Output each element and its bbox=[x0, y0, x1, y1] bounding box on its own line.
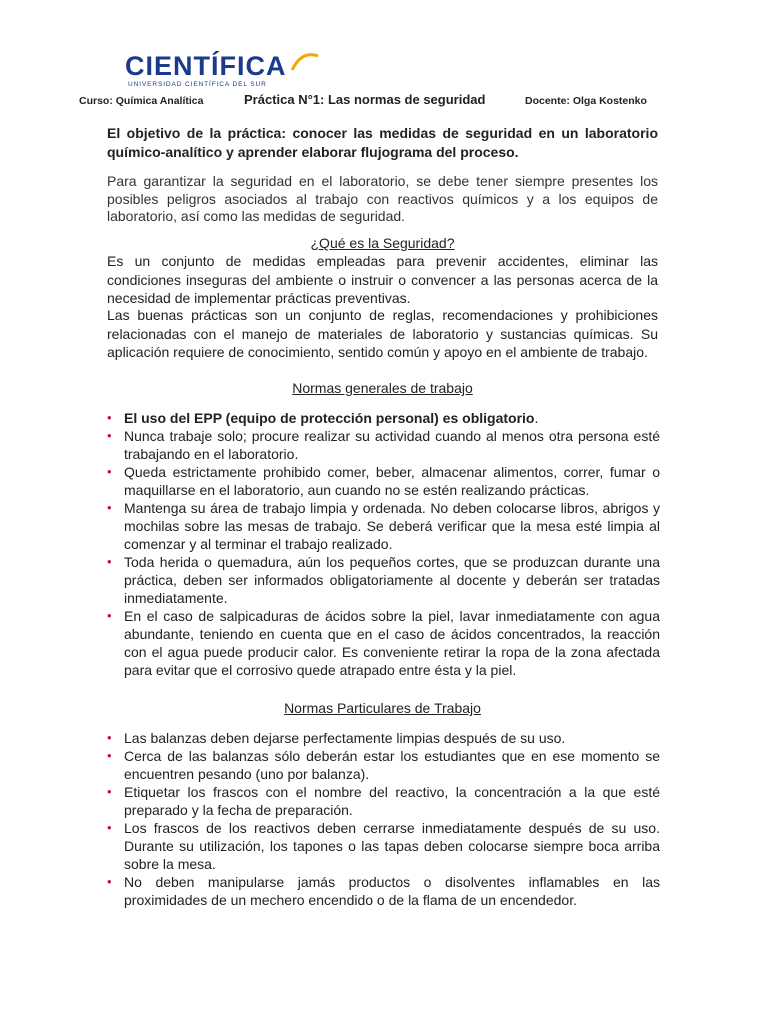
general-rules-list bbox=[107, 409, 660, 679]
list-item-text: Los frascos de los reactivos deben cerrarse inmediatamente después de su uso. Durante su utilización, los tapones o las tapas deben colocarse siempre boca arriba sobre la mesa. bbox=[124, 820, 660, 872]
bullet-icon: • bbox=[107, 500, 112, 515]
list-item-text: Etiquetar los frascos con el nombre del reactivo, la concentración a la que esté preparado y la fecha de preparación. bbox=[124, 784, 660, 818]
particular-rules-heading: Normas Particulares de Trabajo bbox=[284, 700, 481, 716]
list-item bbox=[107, 747, 660, 783]
list-item bbox=[107, 729, 660, 747]
bullet-icon: • bbox=[107, 554, 112, 569]
practice-title: Práctica N°1: Las normas de seguridad bbox=[244, 92, 486, 107]
particular-rules-list bbox=[107, 729, 660, 909]
list-item bbox=[107, 409, 660, 427]
university-logo bbox=[125, 53, 287, 88]
security-heading: ¿Qué es la Seguridad? bbox=[310, 235, 455, 251]
bullet-icon: • bbox=[107, 820, 112, 835]
course-label: Curso: Química Analítica bbox=[79, 95, 204, 107]
list-item-text: Cerca de las balanzas sólo deberán estar los estudiantes que en ese momento se encuentren pesando (uno por balanza). bbox=[124, 748, 660, 782]
logo-swoosh-icon bbox=[290, 50, 320, 72]
bullet-icon: • bbox=[107, 410, 112, 425]
bullet-icon: • bbox=[107, 464, 112, 479]
list-item bbox=[107, 873, 660, 909]
bullet-icon: • bbox=[107, 874, 112, 889]
list-item bbox=[107, 783, 660, 819]
bullet-icon: • bbox=[107, 784, 112, 799]
security-paragraph-1: Es un conjunto de medidas empleadas para prevenir accidentes, eliminar las condiciones inseguras del ambiente o instruir o convencer a las personas acerca de la necesidad de implementar prácticas preventivas. bbox=[107, 253, 658, 307]
objective-paragraph: El objetivo de la práctica: conocer las medidas de seguridad en un laboratorio químico-analítico y aprender elaborar flujograma del proceso. bbox=[107, 125, 658, 160]
bullet-icon: • bbox=[107, 608, 112, 623]
list-item-period: . bbox=[534, 410, 539, 426]
list-item-text: Mantenga su área de trabajo limpia y ordenada. No deben colocarse libros, abrigos y mochilas sobre las mesas de trabajo. Se deberá verificar que la mesa esté limpia al comenzar y al terminar el trabajo realizado. bbox=[124, 500, 660, 552]
list-item bbox=[107, 819, 660, 873]
list-item-text: Nunca trabaje solo; procure realizar su actividad cuando al menos otra persona esté trabajando en el laboratorio. bbox=[124, 428, 660, 462]
bullet-icon: • bbox=[107, 730, 112, 745]
logo-subtitle: UNIVERSIDAD CIENTÍFICA DEL SUR bbox=[128, 81, 267, 88]
list-item bbox=[107, 607, 660, 679]
intro-paragraph: Para garantizar la seguridad en el laboratorio, se debe tener siempre presentes los posibles peligros asociados al trabajo con reactivos químicos y a los equipos de laboratorio, así como las medidas de seguridad. bbox=[107, 173, 658, 224]
teacher-label: Docente: Olga Kostenko bbox=[525, 95, 647, 107]
bullet-icon: • bbox=[107, 748, 112, 763]
list-item bbox=[107, 499, 660, 553]
list-item bbox=[107, 463, 660, 499]
list-item bbox=[107, 553, 660, 607]
general-rules-heading: Normas generales de trabajo bbox=[292, 380, 473, 396]
document-header bbox=[0, 92, 768, 110]
list-item-text: Toda herida o quemadura, aún los pequeños cortes, que se produzcan durante una práctica, deben ser informados obligatoriamente al docente y deberán ser tratadas inmediatamente. bbox=[124, 554, 660, 606]
logo-wordmark: CIENTÍFICA bbox=[125, 51, 287, 81]
list-item-text: El uso del EPP (equipo de protección personal) es obligatorio bbox=[124, 410, 535, 426]
list-item-text: En el caso de salpicaduras de ácidos sobre la piel, lavar inmediatamente con agua abundante, teniendo en cuenta que en el caso de ácidos concentrados, la reacción con el agua puede producir calor. Es conveniente retirar la ropa de la zona afectada para evitar que el corrosivo quede atrapado entre ésta y la piel. bbox=[124, 608, 660, 678]
security-paragraph-2: Las buenas prácticas son un conjunto de reglas, recomendaciones y prohibiciones relacionadas con el manejo de materiales de laboratorio y sustancias químicas. Su aplicación requiere de conocimiento, sentido común y apoyo en el ambiente de trabajo. bbox=[107, 307, 658, 361]
list-item-text: Queda estrictamente prohibido comer, beber, almacenar alimentos, correr, fumar o maquillarse en el laboratorio, aun cuando no se estén realizando prácticas. bbox=[124, 464, 660, 498]
list-item-text: No deben manipularse jamás productos o disolventes inflamables en las proximidades de un mechero encendido o de la flama de un encendedor. bbox=[124, 874, 660, 908]
bullet-icon: • bbox=[107, 428, 112, 443]
list-item bbox=[107, 427, 660, 463]
list-item-text: Las balanzas deben dejarse perfectamente limpias después de su uso. bbox=[124, 730, 566, 746]
